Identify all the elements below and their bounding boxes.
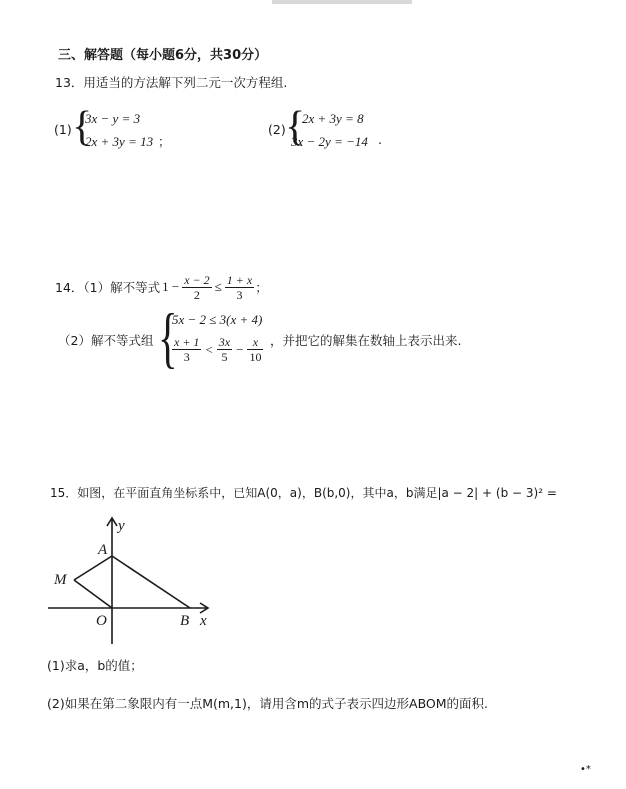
segment-MA xyxy=(74,556,112,580)
q13-part2-brace: { xyxy=(285,104,306,150)
label-M: M xyxy=(54,572,67,588)
segment-MO xyxy=(74,580,112,608)
q14-part2-frac1-num: x + 1 xyxy=(174,335,200,349)
q14-part2-op: < xyxy=(205,341,213,357)
q13-stem: 13．用适当的方法解下列二元一次方程组. xyxy=(55,75,288,90)
q13-part1-label: (1) xyxy=(54,122,72,137)
q14-part1-frac1 xyxy=(182,273,211,302)
q14-part2-prefix: （2）解不等式组 xyxy=(58,333,154,348)
q13-part1-eq1: 3x − y = 3 xyxy=(85,111,141,126)
q14-part2-frac2-num: 3x xyxy=(218,335,231,349)
segment-AB xyxy=(112,556,190,608)
q14-part2-frac1 xyxy=(172,335,201,364)
label-x: x xyxy=(200,613,207,629)
q14-part1-frac1-den: 2 xyxy=(193,287,200,302)
q14-part1-frac2-den: 3 xyxy=(236,287,243,302)
q14-part1-frac2 xyxy=(225,273,254,302)
q14-part2-frac3-den: 10 xyxy=(249,350,262,364)
label-A: A xyxy=(98,542,108,558)
q13-part2-end: . xyxy=(378,132,382,147)
q14-part2-suffix: ，并把它的解集在数轴上表示出来. xyxy=(270,333,462,348)
q14-part2-line1: 5x − 2 ≤ 3(x + 4) xyxy=(172,312,263,327)
q13-part2-eq2: 3x − 2y = −14 xyxy=(291,134,368,149)
q13-part2-label: (2) xyxy=(268,122,286,137)
q13-part1-end: ； xyxy=(158,134,171,149)
q14-part1-lead: 1 − xyxy=(162,279,180,294)
q14-part1-op: ≤ xyxy=(214,279,222,294)
q14-part1-end: ； xyxy=(255,280,268,295)
q13-part2-eq1: 2x + 3y = 8 xyxy=(302,111,364,126)
q14-part2-line2 xyxy=(172,335,263,364)
q14-part2-minus: − xyxy=(236,341,244,357)
q15-part1: (1)求a，b的值； xyxy=(47,658,143,673)
q13-part1-brace: { xyxy=(72,104,93,150)
q14-part2-frac2 xyxy=(217,335,232,364)
page-corner-mark: •* xyxy=(580,764,591,775)
q13-part1-eq2: 2x + 3y = 13 xyxy=(85,134,154,149)
q14-part1-frac1-num: x − 2 xyxy=(184,272,210,287)
label-y: y xyxy=(118,518,125,534)
q14-part2-frac1-den: 3 xyxy=(183,350,190,364)
q14-part2-brace: { xyxy=(158,299,178,375)
section-title: 三、解答题（每小题6分，共30分） xyxy=(58,48,268,63)
q14-part2-frac3-num: x xyxy=(247,335,263,350)
top-scroll-bar xyxy=(272,0,412,4)
q15-part2: (2)如果在第二象限内有一点M(m,1)，请用含m的式子表示四边形ABOM的面积. xyxy=(47,696,489,711)
q14-part1-prefix: 14．（1）解不等式 xyxy=(55,280,161,295)
q15-coordinate-figure xyxy=(40,510,220,650)
q15-stem: 15．如图，在平面直角坐标系中，已知A(0，a)，B(b,0)，其中a，b满足|a − 2| + (b − 3)² = xyxy=(50,486,557,500)
q14-part2-frac2-den: 5 xyxy=(221,350,228,364)
label-B: B xyxy=(180,613,190,629)
q14-part1-frac2-num: 1 + x xyxy=(226,272,253,287)
label-O: O xyxy=(96,613,107,629)
q14-part2-frac3 xyxy=(247,335,263,364)
q14-part2 xyxy=(58,299,578,375)
